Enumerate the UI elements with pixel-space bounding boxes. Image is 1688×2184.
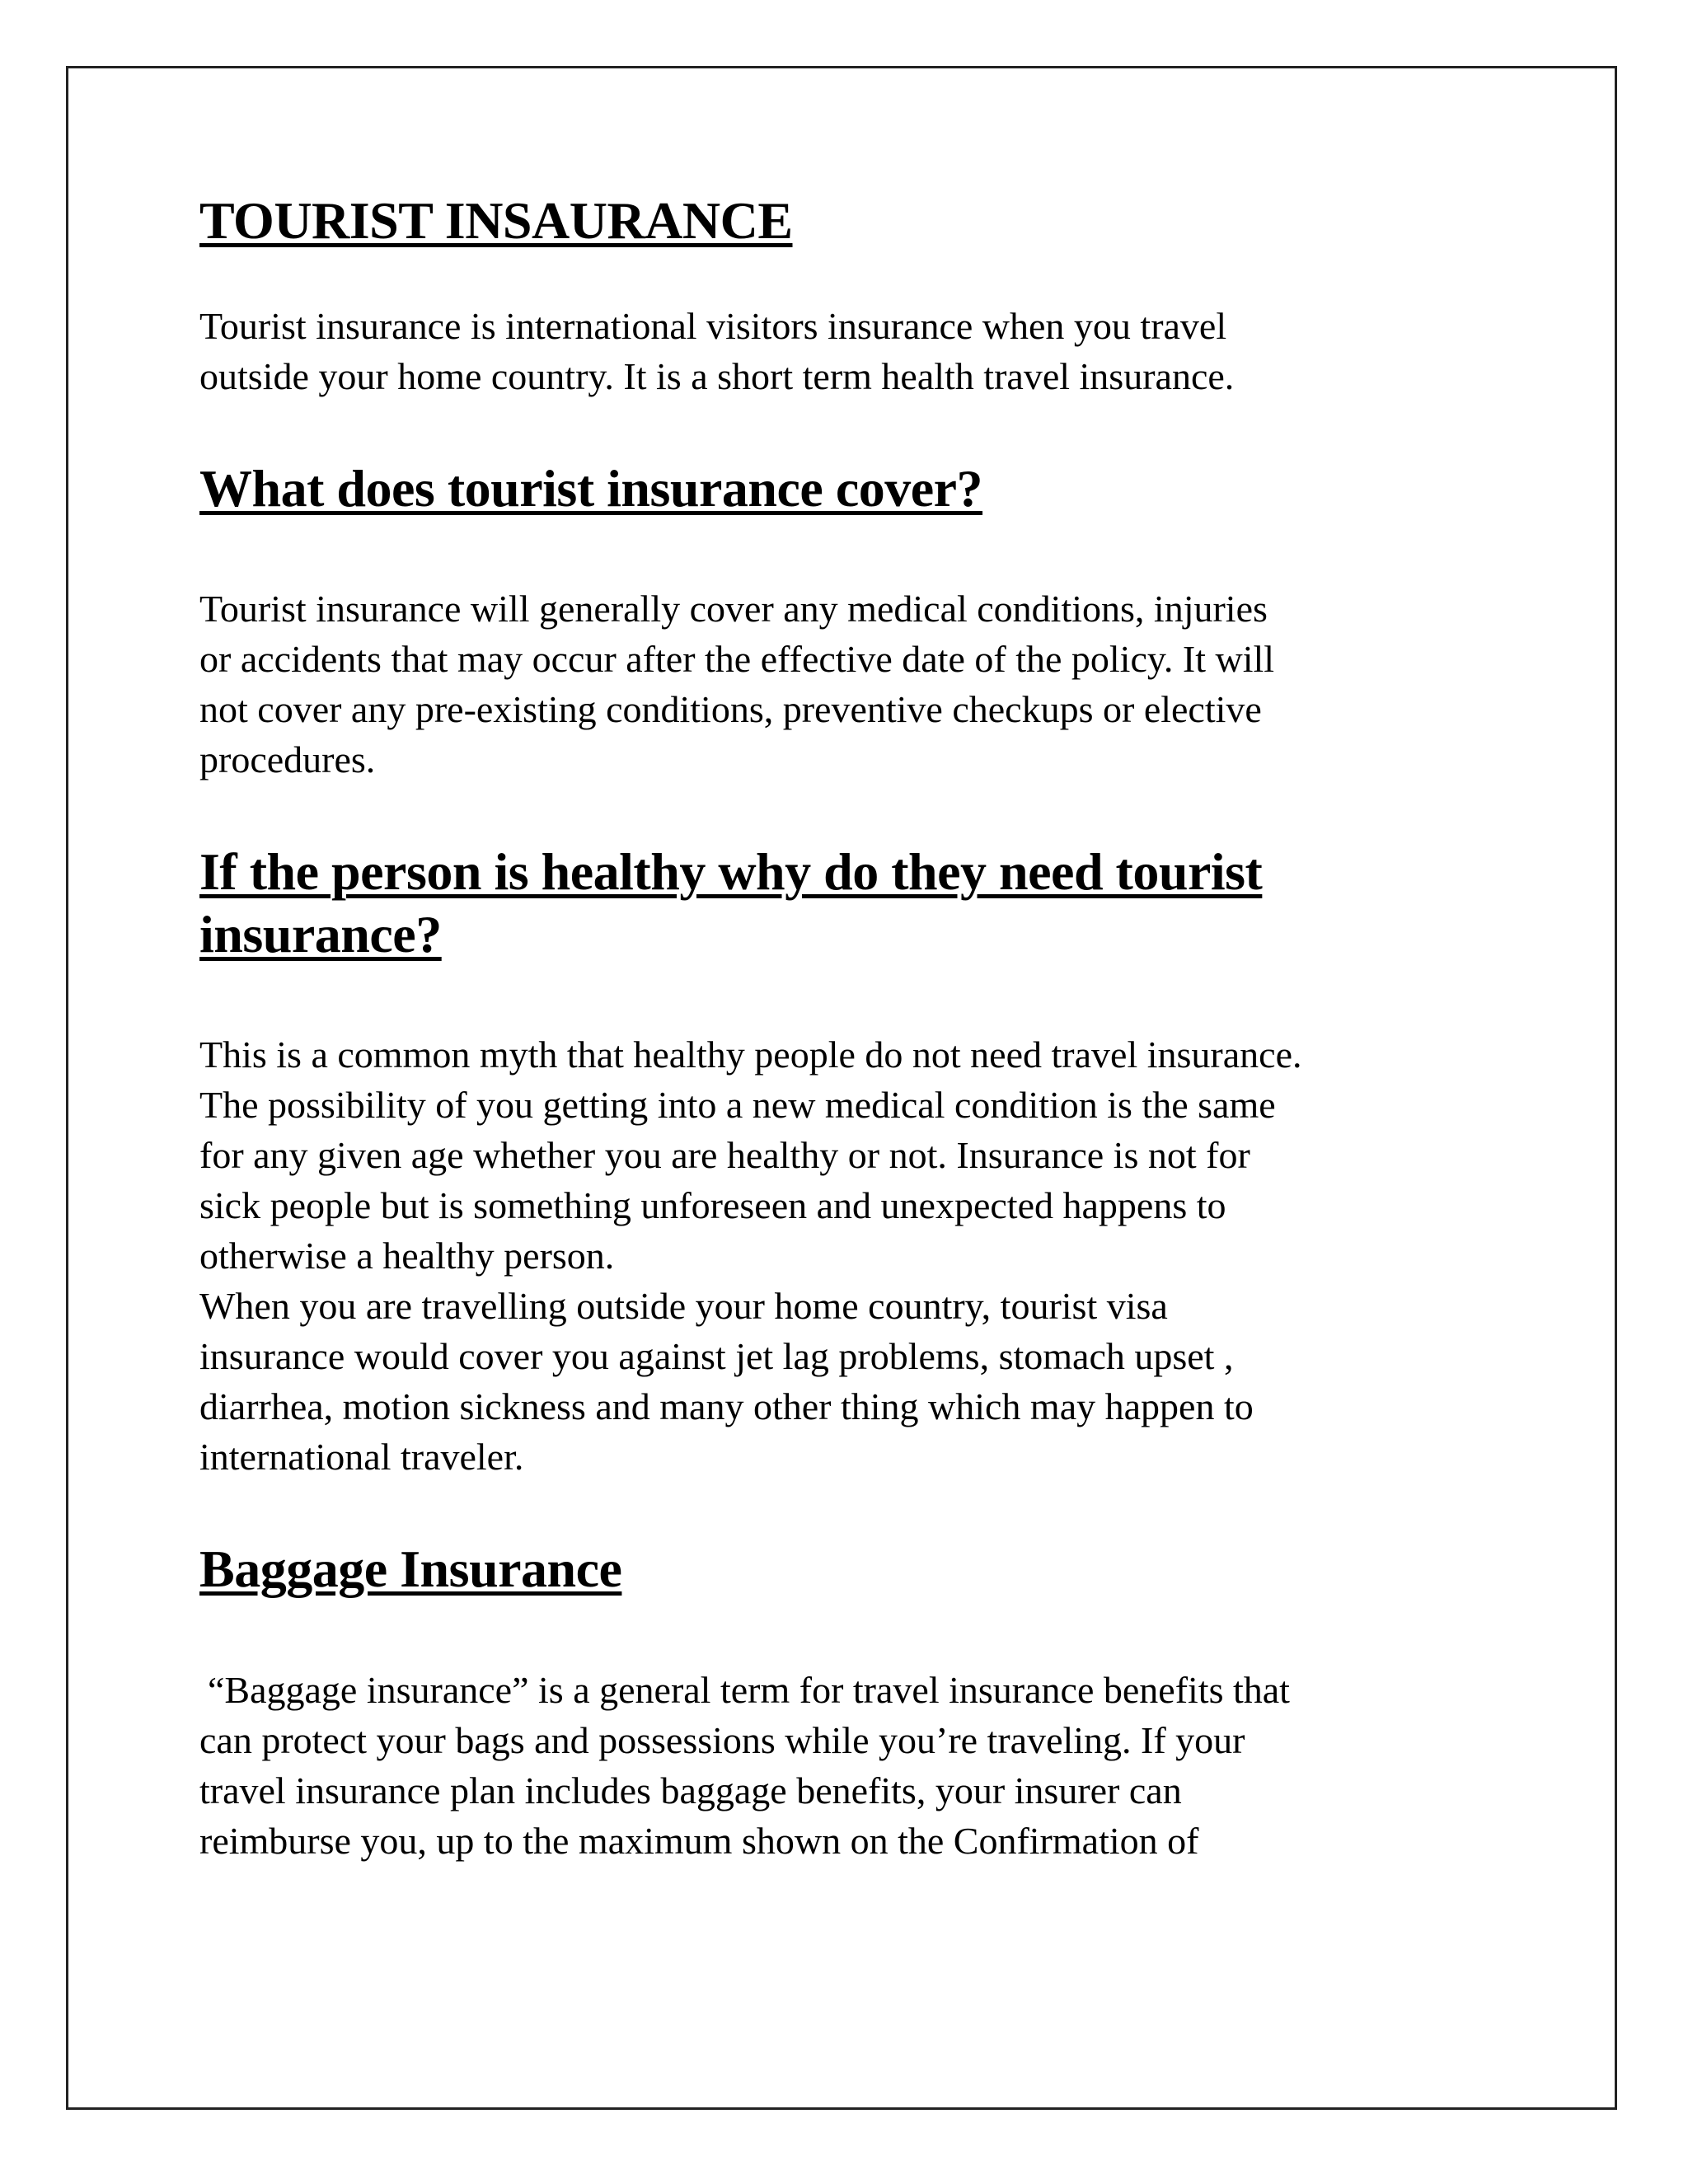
heading-line: insurance?: [199, 904, 442, 963]
paragraph-line: not cover any pre-existing conditions, preventive checkups or elective: [199, 688, 1262, 731]
section-heading-baggage: Baggage Insurance: [199, 1540, 622, 1599]
baggage-paragraph: [199, 1665, 1485, 1866]
heading-line: If the person is healthy why do they need tourist: [199, 842, 1263, 902]
intro-line: outside your home country. It is a short term health travel insurance.: [199, 354, 1235, 397]
paragraph-line: diarrhea, motion sickness and many other thing which may happen to: [199, 1385, 1254, 1428]
healthy-paragraph: [199, 1029, 1485, 1482]
paragraph-line: can protect your bags and possessions while you’re traveling. If your: [199, 1718, 1245, 1761]
intro-line: Tourist insurance is international visitors insurance when you travel: [199, 304, 1227, 347]
paragraph-line: The possibility of you getting into a new medical condition is the same: [199, 1084, 1276, 1127]
coverage-paragraph: [199, 583, 1485, 785]
paragraph-line: insurance would cover you against jet lag problems, stomach upset ,: [199, 1335, 1234, 1378]
section-heading-coverage: What does tourist insurance cover?: [199, 458, 983, 518]
paragraph-line: reimburse you, up to the maximum shown on the Confirmation of: [199, 1819, 1199, 1862]
paragraph-line: travel insurance plan includes baggage benefits, your insurer can: [199, 1769, 1182, 1811]
paragraph-line: This is a common myth that healthy people do not need travel insurance.: [199, 1033, 1302, 1076]
intro-paragraph: [199, 301, 1485, 401]
paragraph-line: sick people but is something unforeseen and unexpected happens to: [199, 1184, 1226, 1227]
paragraph-line: or accidents that may occur after the effective date of the policy. It will: [199, 638, 1275, 681]
document-body: [199, 190, 1518, 1866]
paragraph-line: international traveler.: [199, 1436, 524, 1479]
paragraph-line: otherwise a healthy person.: [199, 1235, 615, 1277]
paragraph-line: for any given age whether you are healthy or not. Insurance is not for: [199, 1134, 1250, 1177]
document-title: TOURIST INSAURANCE: [199, 191, 793, 250]
section-heading-healthy: [199, 841, 1518, 965]
paragraph-line: When you are travelling outside your home country, tourist visa: [199, 1285, 1168, 1328]
paragraph-line: procedures.: [199, 738, 376, 781]
paragraph-line: Tourist insurance will generally cover any medical conditions, injuries: [199, 588, 1268, 630]
paragraph-line: “Baggage insurance” is a general term for travel insurance benefits that: [208, 1668, 1290, 1711]
